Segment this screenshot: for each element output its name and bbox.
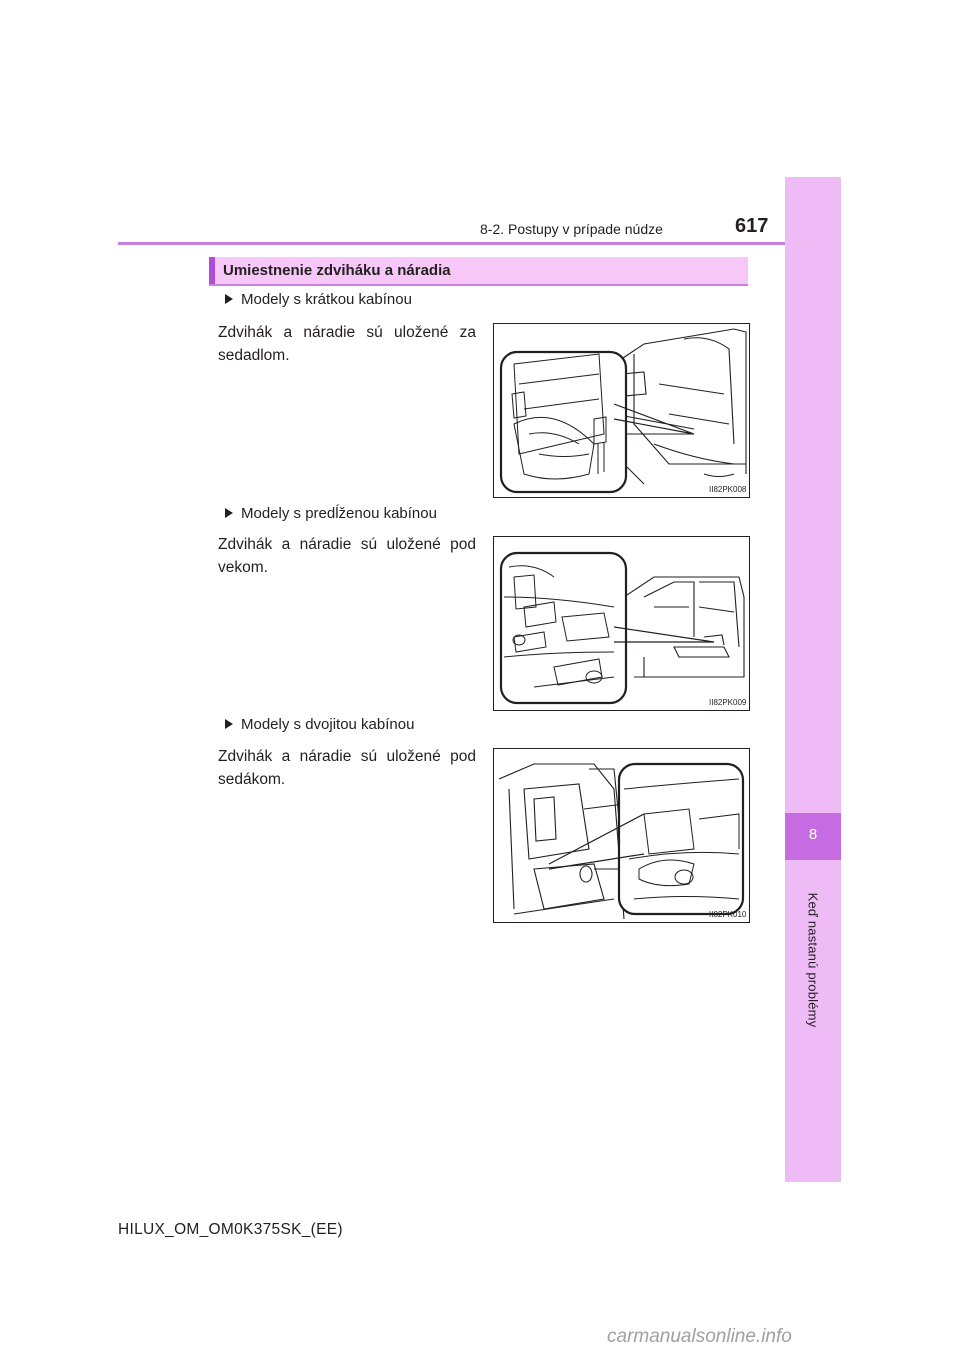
triangle-bullet-icon	[225, 294, 233, 304]
jack-behind-seat-illustration	[494, 324, 749, 497]
section-heading-underline	[209, 284, 748, 286]
triangle-bullet-icon	[225, 508, 233, 518]
chapter-title: Keď nastanú problémy	[805, 892, 821, 1028]
model-label: Modely s dvojitou kabínou	[241, 716, 415, 733]
triangle-bullet-icon	[225, 719, 233, 729]
page-number: 617	[735, 215, 769, 237]
model-bullet-double-cab	[225, 716, 414, 733]
figure-code: II82PK008	[709, 485, 747, 494]
figure-double-cab	[493, 748, 750, 923]
figure-code: II82PK009	[709, 698, 747, 707]
section-heading-bar	[209, 257, 215, 284]
watermark: carmanualsonline.info	[607, 1326, 792, 1347]
chapter-number: 8	[808, 826, 818, 843]
model-label: Modely s predĺženou kabínou	[241, 505, 437, 522]
instruction-text: Zdvihák a náradie sú uložené za sedadlom.	[218, 324, 476, 364]
figure-code: II82PK010	[709, 910, 747, 919]
model-bullet-extended-cab	[225, 505, 437, 522]
document-id-footer: HILUX_OM_OM0K375SK_(EE)	[118, 1221, 343, 1238]
jack-under-seat-cushion-illustration	[494, 749, 749, 922]
chapter-side-strip	[785, 177, 841, 1182]
instruction-text: Zdvihák a náradie sú uložené pod sedákom.	[218, 748, 476, 788]
jack-under-lid-illustration	[494, 537, 749, 710]
figure-extended-cab	[493, 536, 750, 711]
model-bullet-short-cab	[225, 291, 412, 308]
model-label: Modely s krátkou kabínou	[241, 291, 412, 308]
instruction-text: Zdvihák a náradie sú uložené pod vekom.	[218, 536, 476, 576]
section-heading: Umiestnenie zdviháku a náradia	[223, 262, 451, 279]
header-rule	[118, 242, 841, 245]
running-header-section: 8-2. Postupy v prípade núdze	[480, 221, 663, 237]
figure-short-cab	[493, 323, 750, 498]
